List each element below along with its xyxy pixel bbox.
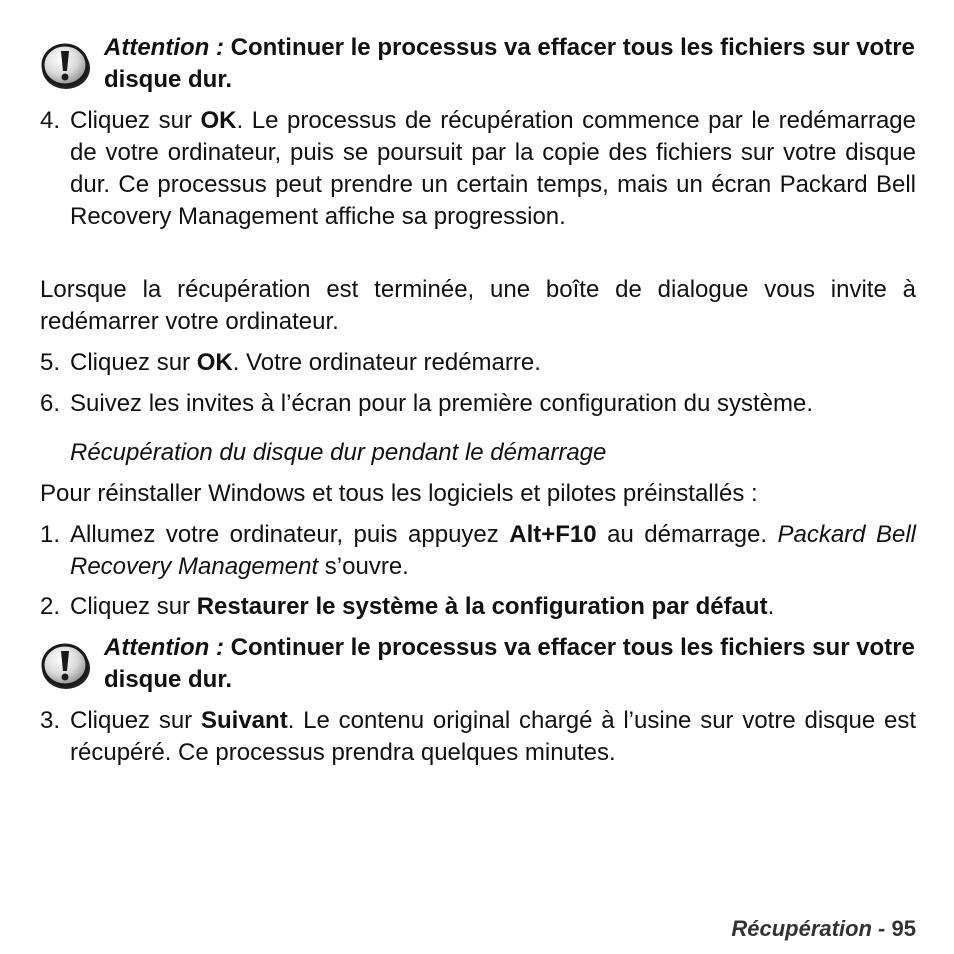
attention-note [104, 32, 916, 96]
step-text: s’ouvre. [324, 553, 409, 580]
list-item-step-1 [40, 519, 916, 583]
step-number: 5. [40, 349, 61, 376]
attention-text: Continuer le processus va effacer tous les fichiers sur votre disque dur. [104, 34, 915, 93]
warning-icon [40, 640, 92, 692]
step-number: 6. [40, 390, 61, 417]
attention-label: Attention : [104, 634, 224, 661]
footer-section: Récupération - [731, 916, 886, 941]
attention-note [104, 632, 916, 696]
list-item-step-4 [40, 105, 916, 233]
key-combo: Alt+F10 [509, 521, 597, 548]
step-text: Allumez votre ordinateur, puis appuyez [70, 521, 499, 548]
attention-label: Attention : [104, 34, 224, 61]
option-name: Restaurer le système à la configuration par défaut [196, 593, 768, 620]
app-name: Packard Bell Recovery Management [70, 521, 916, 580]
paragraph-recovery-complete: Lorsque la récupération est terminée, une boîte de dialogue vous invite à redémarrer votre ordinateur. [40, 276, 916, 335]
step-text: Cliquez sur [70, 107, 192, 134]
step-text: au démarrage. [607, 521, 767, 548]
list-item-step-3 [40, 705, 916, 769]
button-name: Suivant [201, 707, 288, 734]
button-name: OK [200, 107, 237, 134]
step-text: Cliquez sur [70, 349, 191, 376]
step-number: 1. [40, 521, 61, 548]
warning-icon [40, 40, 92, 92]
step-text: Cliquez sur [70, 707, 193, 734]
list-item-step-5 [40, 347, 916, 379]
paragraph-intro: Pour réinstaller Windows et tous les logiciels et pilotes préinstallés : [40, 480, 758, 507]
list-item-step-2 [40, 591, 916, 623]
attention-text: Continuer le processus va effacer tous les fichiers sur votre disque dur. [104, 634, 915, 693]
step-text: . Le processus de récupération commence par le redémarrage de votre ordinateur, puis se poursuit par la copie des fichiers sur votre disque dur. Ce processus peut prendre un certain temps, mais un écran Packard Bell Recovery Management affiche sa progression. [70, 107, 917, 230]
step-text: Suivez les invites à l’écran pour la première configuration du système. [70, 390, 814, 417]
step-text: . Votre ordinateur redémarre. [232, 349, 541, 376]
step-text: . Le contenu original chargé à l’usine sur votre disque est récupéré. Ce processus prendra quelques minutes. [70, 707, 917, 766]
section-subheading: Récupération du disque dur pendant le démarrage [70, 439, 607, 466]
step-number: 2. [40, 593, 61, 620]
step-number: 4. [40, 107, 61, 134]
step-text: . [767, 593, 775, 620]
page-footer [731, 914, 916, 944]
page-number: 95 [891, 916, 916, 941]
list-item-step-6 [40, 388, 916, 420]
step-text: Cliquez sur [70, 593, 191, 620]
step-number: 3. [40, 707, 61, 734]
button-name: OK [196, 349, 233, 376]
